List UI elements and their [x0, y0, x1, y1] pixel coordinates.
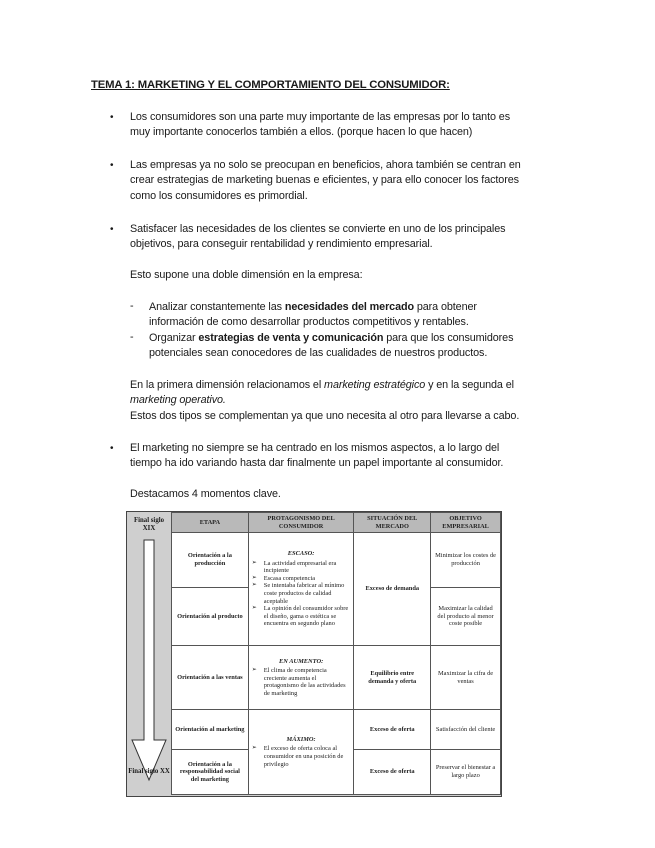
market-situation-cell: Exceso de oferta — [354, 750, 431, 795]
timeline-start-label: Final siglo XIX — [133, 517, 165, 532]
text-line: crear estrategias de marketing buenas e eficientes, y para ello conocer los factores — [130, 174, 519, 187]
stage-cell: Orientación al producto — [172, 588, 249, 646]
bullet-marker: • — [110, 443, 114, 454]
objective-cell: Satisfacción del cliente — [431, 710, 501, 750]
text-line: Las empresas ya no solo se preocupan en beneficios, ahora también se centran en — [130, 159, 521, 171]
stages-grid — [171, 512, 501, 795]
text-line: tiempo ha ido variando hasta dar finalmente un papel importante al consumidor. — [130, 457, 504, 470]
text-line: Los consumidores son una parte muy importante de las empresas por lo tanto es — [130, 111, 510, 123]
stage-cell: Orientación a la producción — [172, 533, 249, 588]
protagonism-list — [252, 745, 351, 768]
text-line: muy importante conocerlos también a ellos. (porque hacen lo que hacen) — [130, 126, 473, 139]
protagonism-cell — [248, 533, 354, 646]
timeline-arrow-icon — [127, 512, 171, 796]
text-line: Satisfacer las necesidades de los clientes se convierte en uno de los principales — [130, 223, 506, 235]
text-line: El marketing no siempre se ha centrado en los mismos aspectos, a lo largo del — [130, 442, 500, 454]
text-line: Analizar constantemente las necesidades del mercado para obtener — [149, 301, 477, 313]
dual-intro: Esto supone una doble dimensión en la empresa: — [130, 269, 363, 281]
objective-cell: Maximizar la cifra de ventas — [431, 646, 501, 710]
protagonism-item: ➢ El exceso de oferta coloca al consumidor en una posición de privilegio — [252, 745, 351, 768]
text-line: Organizar estrategias de venta y comunicación para que los consumidores — [149, 332, 514, 344]
objective-cell: Minimizar los costes de producción — [431, 533, 501, 588]
dash-item — [149, 300, 477, 331]
marketing-stages-table — [126, 511, 502, 797]
text-line: como los consumidores es primordial. — [130, 189, 308, 202]
protagonism-level: EN AUMENTO: — [278, 657, 324, 665]
text-line: objetivos, para conseguir rentabilidad y rendimiento empresarial. — [130, 238, 433, 251]
bullet-paragraph — [130, 158, 521, 204]
protagonism-cell — [248, 710, 354, 795]
text-line: marketing operativo. — [130, 394, 226, 407]
text-line: información de como desarrollar productos competitivos y rentables. — [149, 316, 469, 329]
objective-cell: Preservar el bienestar a largo plazo — [431, 750, 501, 795]
dash-item — [149, 331, 513, 362]
market-situation-cell: Equilibrio entre demanda y oferta — [354, 646, 431, 710]
dimension-paragraph — [130, 378, 519, 424]
market-situation-cell: Exceso de oferta — [354, 710, 431, 750]
stage-cell: Orientación a las ventas — [172, 646, 249, 710]
page-title: TEMA 1: MARKETING Y EL COMPORTAMIENTO DEL CONSUMIDOR: — [91, 79, 450, 91]
text-line: Estos dos tipos se complementan ya que uno necesita al otro para llevarse a cabo. — [130, 409, 520, 422]
text-line: potenciales sean conocedores de las cualidades de nuestros productos. — [149, 347, 488, 360]
bullet-paragraph — [130, 441, 503, 472]
bullet-paragraph — [130, 222, 505, 253]
protagonism-cell — [248, 646, 354, 710]
protagonism-item: ➢ El clima de competencia creciente aumenta el protagonismo de las actividades de marketing — [252, 667, 351, 697]
timeline-column — [127, 512, 171, 796]
bullet-paragraph — [130, 110, 510, 141]
protagonism-item: ➢ Se intentaba fabricar al mínimo coste productos de calidad aceptable — [252, 582, 351, 605]
protagonism-item: ➢ La opinión del consumidor sobre el diseño, gama o estética se encuentra en segundo plano — [252, 605, 351, 628]
text-line: En la primera dimensión relacionamos el marketing estratégico y en la segunda el — [130, 379, 514, 391]
bullet-marker: • — [110, 160, 114, 171]
protagonism-item: ➢ La actividad empresarial era incipiente — [252, 560, 351, 575]
dash-marker: - — [130, 331, 134, 343]
objective-cell: Maximizar la calidad del producto al menor coste posible — [431, 588, 501, 646]
protagonism-level: MÁXIMO: — [286, 735, 316, 743]
market-situation-cell: Exceso de demanda — [354, 533, 431, 646]
stage-cell: Orientación a la responsabilidad social del marketing — [172, 750, 249, 795]
dash-marker: - — [130, 300, 134, 312]
protagonism-item: ➢ Escasa competencia — [252, 575, 351, 583]
column-header: OBJETIVO EMPRESARIAL — [431, 513, 501, 533]
protagonism-list — [252, 560, 351, 628]
bullet-marker: • — [110, 224, 114, 235]
column-header: ETAPA — [172, 513, 249, 533]
protagonism-level: ESCASO: — [287, 550, 315, 558]
protagonism-list — [252, 667, 351, 697]
timeline-end-label: Final siglo XX — [128, 768, 170, 775]
column-header: SITUACIÓN DEL MERCADO — [354, 513, 431, 533]
moments-intro: Destacamos 4 momentos clave. — [130, 488, 281, 500]
stage-cell: Orientación al marketing — [172, 710, 249, 750]
column-header: PROTAGONISMO DEL CONSUMIDOR — [248, 513, 354, 533]
bullet-marker: • — [110, 112, 114, 123]
